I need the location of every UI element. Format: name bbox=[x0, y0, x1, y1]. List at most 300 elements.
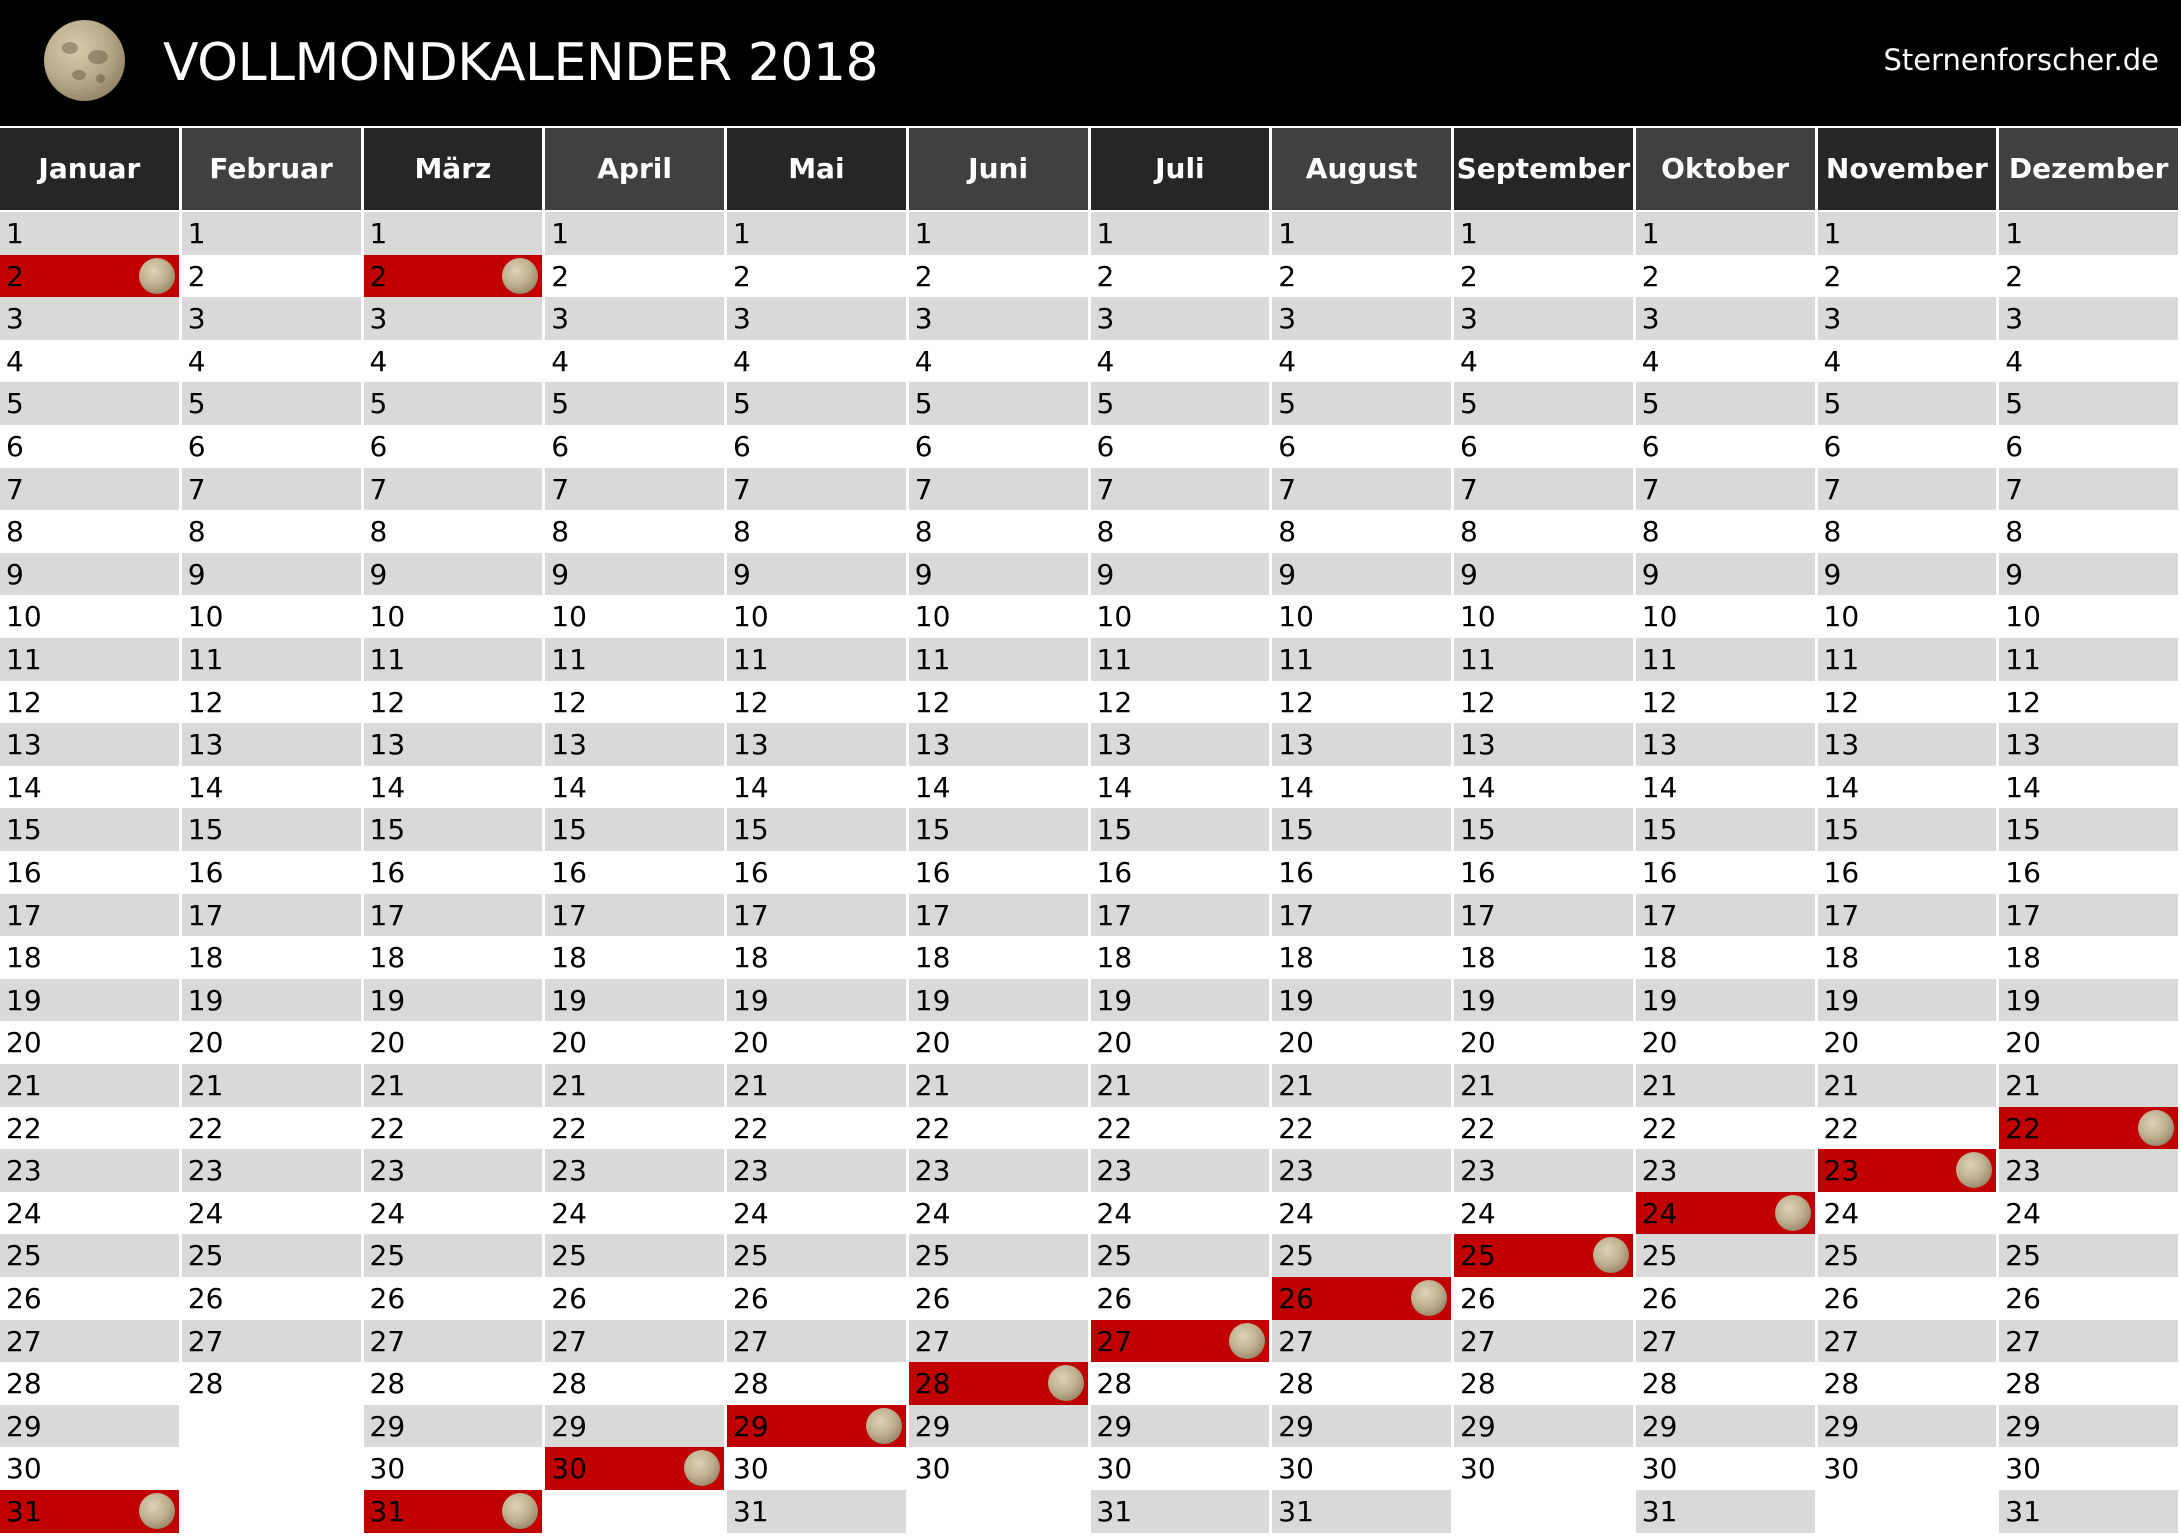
day-cell bbox=[545, 766, 724, 809]
day-number: 8 bbox=[1460, 515, 1478, 549]
day-number: 6 bbox=[1823, 430, 1842, 463]
day-cell bbox=[1454, 595, 1633, 638]
day-number: 5 bbox=[733, 387, 751, 421]
day-number: 27 bbox=[1641, 1324, 1678, 1358]
month-column bbox=[1818, 126, 1997, 1537]
day-cell bbox=[1272, 1149, 1451, 1192]
day-number: 4 bbox=[1823, 344, 1842, 378]
day-cell bbox=[727, 1490, 906, 1533]
site-name: Sternenforscher.de bbox=[1883, 43, 2159, 77]
day-cell bbox=[1636, 1234, 1815, 1277]
day-number: 17 bbox=[1823, 898, 1860, 932]
day-number: 10 bbox=[1096, 600, 1133, 634]
day-number: 5 bbox=[1278, 387, 1297, 421]
day-cell bbox=[545, 553, 724, 596]
day-cell bbox=[727, 766, 906, 809]
day-cell bbox=[364, 1107, 543, 1150]
month-header: November bbox=[1818, 128, 1997, 210]
day-number: 9 bbox=[551, 557, 570, 591]
day-number: 21 bbox=[187, 1069, 224, 1102]
day-cell bbox=[0, 212, 179, 255]
day-number: 14 bbox=[187, 770, 224, 804]
day-number: 23 bbox=[1278, 1154, 1314, 1188]
day-number: 5 bbox=[1460, 387, 1478, 421]
day-cell bbox=[1272, 808, 1451, 851]
day-cell bbox=[909, 851, 1088, 894]
day-cell bbox=[1999, 851, 2178, 894]
day-cell bbox=[545, 1064, 724, 1107]
day-cell bbox=[909, 340, 1088, 383]
day-cell bbox=[364, 1447, 543, 1490]
day-cell bbox=[364, 1149, 543, 1192]
day-number: 17 bbox=[6, 898, 42, 932]
day-number: 30 bbox=[551, 1452, 587, 1486]
day-cell bbox=[727, 595, 906, 638]
day-cell bbox=[727, 1234, 906, 1277]
day-number: 28 bbox=[6, 1367, 42, 1401]
day-number: 3 bbox=[1460, 302, 1478, 336]
month-header: April bbox=[545, 128, 724, 210]
day-number: 6 bbox=[187, 430, 206, 463]
day-number: 27 bbox=[6, 1324, 42, 1358]
day-cell bbox=[1272, 425, 1451, 468]
day-cell bbox=[1091, 340, 1270, 383]
day-cell bbox=[1636, 553, 1815, 596]
day-number: 10 bbox=[914, 600, 951, 634]
day-cell bbox=[1818, 1192, 1997, 1235]
day-cell bbox=[182, 425, 361, 468]
day-number: 28 bbox=[187, 1367, 224, 1401]
day-number: 12 bbox=[1641, 685, 1678, 719]
day-cell bbox=[545, 595, 724, 638]
day-number: 10 bbox=[733, 600, 769, 634]
day-cell bbox=[364, 723, 543, 766]
day-cell bbox=[182, 212, 361, 255]
day-number: 12 bbox=[551, 685, 587, 719]
day-number: 30 bbox=[914, 1452, 951, 1486]
day-number: 2 bbox=[2005, 259, 2024, 293]
day-cell bbox=[1818, 979, 1997, 1022]
day-cell bbox=[0, 340, 179, 383]
day-number: 26 bbox=[6, 1282, 42, 1315]
day-number: 25 bbox=[6, 1239, 42, 1273]
day-number: 15 bbox=[1096, 813, 1133, 847]
day-cell bbox=[909, 1447, 1088, 1490]
day-number: 7 bbox=[1823, 472, 1842, 506]
day-cell bbox=[1091, 297, 1270, 340]
day-cell bbox=[182, 382, 361, 425]
day-cell bbox=[727, 340, 906, 383]
day-cell bbox=[909, 1149, 1088, 1192]
day-cell bbox=[909, 425, 1088, 468]
day-number: 23 bbox=[733, 1154, 769, 1188]
day-number: 7 bbox=[369, 472, 388, 506]
day-cell bbox=[0, 681, 179, 724]
day-number: 17 bbox=[187, 898, 224, 932]
day-cell bbox=[1272, 894, 1451, 937]
day-number: 21 bbox=[733, 1069, 769, 1102]
day-cell bbox=[909, 979, 1088, 1022]
day-cell bbox=[364, 382, 543, 425]
day-number: 23 bbox=[1641, 1154, 1678, 1188]
full-moon-day bbox=[364, 1490, 543, 1533]
month-column bbox=[0, 126, 179, 1537]
day-number: 27 bbox=[1278, 1324, 1314, 1358]
day-number: 10 bbox=[187, 600, 224, 634]
day-number: 11 bbox=[6, 643, 42, 676]
day-cell bbox=[182, 1277, 361, 1320]
day-number: 8 bbox=[2005, 515, 2024, 549]
day-cell bbox=[727, 1064, 906, 1107]
day-number: 24 bbox=[914, 1196, 951, 1230]
day-cell bbox=[1454, 808, 1633, 851]
day-cell bbox=[1091, 1490, 1270, 1533]
day-cell bbox=[909, 723, 1088, 766]
day-cell bbox=[1091, 979, 1270, 1022]
day-cell bbox=[909, 297, 1088, 340]
day-number: 16 bbox=[187, 856, 224, 889]
day-number: 27 bbox=[551, 1324, 587, 1358]
day-cell bbox=[909, 1107, 1088, 1150]
day-cell bbox=[182, 1021, 361, 1064]
day-cell bbox=[1999, 979, 2178, 1022]
day-number: 20 bbox=[733, 1026, 769, 1060]
day-cell bbox=[909, 1021, 1088, 1064]
day-cell bbox=[0, 297, 179, 340]
day-cell bbox=[1454, 255, 1633, 298]
month-header: Juni bbox=[909, 128, 1088, 210]
day-cell bbox=[545, 1362, 724, 1405]
day-number: 21 bbox=[2005, 1069, 2041, 1102]
day-cell bbox=[182, 553, 361, 596]
day-cell bbox=[1999, 1447, 2178, 1490]
day-number: 26 bbox=[2005, 1282, 2041, 1315]
day-cell bbox=[1818, 553, 1997, 596]
day-number: 11 bbox=[733, 643, 769, 676]
day-number: 18 bbox=[2005, 941, 2041, 975]
day-cell bbox=[545, 1405, 724, 1448]
day-cell bbox=[0, 979, 179, 1022]
day-cell bbox=[727, 851, 906, 894]
day-number: 22 bbox=[1096, 1111, 1133, 1145]
day-cell bbox=[1818, 297, 1997, 340]
day-number: 26 bbox=[1460, 1282, 1496, 1315]
day-cell bbox=[1272, 468, 1451, 511]
day-number: 9 bbox=[1460, 557, 1478, 591]
day-number: 18 bbox=[914, 941, 951, 975]
day-cell bbox=[1636, 595, 1815, 638]
day-cell bbox=[1636, 468, 1815, 511]
day-number: 19 bbox=[2005, 983, 2041, 1017]
day-cell bbox=[0, 1149, 179, 1192]
day-number: 24 bbox=[1823, 1196, 1860, 1230]
day-number: 13 bbox=[1278, 728, 1314, 762]
day-cell bbox=[1091, 212, 1270, 255]
day-cell bbox=[1818, 1320, 1997, 1363]
day-cell bbox=[1636, 510, 1815, 553]
title-banner bbox=[0, 0, 2181, 126]
day-cell bbox=[182, 723, 361, 766]
day-number: 18 bbox=[1460, 941, 1496, 975]
day-cell bbox=[0, 894, 179, 937]
day-cell bbox=[1091, 1107, 1270, 1150]
day-number: 24 bbox=[369, 1196, 406, 1230]
day-number: 20 bbox=[551, 1026, 587, 1060]
day-number: 16 bbox=[6, 856, 42, 889]
day-cell bbox=[0, 808, 179, 851]
day-number: 14 bbox=[1278, 770, 1314, 804]
day-cell bbox=[1636, 1362, 1815, 1405]
day-cell bbox=[1272, 1320, 1451, 1363]
day-number: 2 bbox=[1096, 259, 1115, 293]
day-number: 2 bbox=[1823, 259, 1842, 293]
day-cell bbox=[364, 766, 543, 809]
day-cell bbox=[1636, 1107, 1815, 1150]
day-number: 19 bbox=[1096, 983, 1133, 1017]
day-number: 1 bbox=[1460, 217, 1478, 250]
day-cell bbox=[727, 1447, 906, 1490]
day-cell bbox=[1454, 468, 1633, 511]
day-number: 18 bbox=[1278, 941, 1314, 975]
day-number: 31 bbox=[733, 1495, 769, 1528]
day-cell bbox=[1818, 723, 1997, 766]
day-cell bbox=[909, 212, 1088, 255]
day-cell bbox=[1272, 1107, 1451, 1150]
day-cell bbox=[0, 936, 179, 979]
day-cell bbox=[1636, 1447, 1815, 1490]
day-cell bbox=[1454, 1405, 1633, 1448]
day-number: 19 bbox=[369, 983, 406, 1017]
day-cell bbox=[1999, 510, 2178, 553]
day-number: 10 bbox=[1278, 600, 1314, 634]
month-column bbox=[909, 126, 1088, 1537]
day-cell bbox=[1636, 1320, 1815, 1363]
day-number: 16 bbox=[1823, 856, 1860, 889]
day-cell bbox=[1999, 1149, 2178, 1192]
day-number: 31 bbox=[6, 1495, 42, 1528]
day-number: 11 bbox=[369, 643, 406, 676]
day-cell bbox=[1818, 894, 1997, 937]
day-number: 15 bbox=[1278, 813, 1314, 847]
day-number: 2 bbox=[369, 259, 388, 293]
day-cell bbox=[1636, 766, 1815, 809]
day-number: 31 bbox=[2005, 1495, 2041, 1528]
day-number: 15 bbox=[733, 813, 769, 847]
day-number: 4 bbox=[1460, 344, 1478, 378]
day-cell bbox=[1091, 1064, 1270, 1107]
day-cell bbox=[727, 382, 906, 425]
day-cell bbox=[545, 638, 724, 681]
day-number: 26 bbox=[1278, 1282, 1314, 1315]
day-number: 28 bbox=[2005, 1367, 2041, 1401]
day-cell bbox=[1272, 382, 1451, 425]
day-number: 13 bbox=[6, 728, 42, 762]
day-number: 23 bbox=[551, 1154, 587, 1188]
day-cell bbox=[545, 1021, 724, 1064]
day-number: 23 bbox=[2005, 1154, 2041, 1188]
day-cell bbox=[909, 1320, 1088, 1363]
day-number: 11 bbox=[551, 643, 587, 676]
day-cell bbox=[1091, 723, 1270, 766]
day-number: 1 bbox=[1096, 217, 1115, 250]
day-number: 10 bbox=[1823, 600, 1860, 634]
day-cell bbox=[1454, 851, 1633, 894]
day-number: 21 bbox=[551, 1069, 587, 1102]
day-number: 7 bbox=[1278, 472, 1297, 506]
day-cell bbox=[909, 766, 1088, 809]
day-number: 9 bbox=[369, 557, 388, 591]
month-header: September bbox=[1454, 128, 1633, 210]
day-cell bbox=[1818, 382, 1997, 425]
day-number: 5 bbox=[187, 387, 206, 421]
day-cell bbox=[1999, 808, 2178, 851]
day-cell bbox=[182, 1064, 361, 1107]
month-column bbox=[1272, 126, 1451, 1537]
full-moon-icon bbox=[1048, 1365, 1084, 1401]
day-number: 27 bbox=[187, 1324, 224, 1358]
day-cell bbox=[1818, 1021, 1997, 1064]
day-number: 6 bbox=[6, 430, 24, 463]
day-cell bbox=[1999, 1490, 2178, 1533]
day-cell bbox=[1999, 638, 2178, 681]
full-moon-icon bbox=[1956, 1152, 1992, 1188]
day-cell bbox=[727, 468, 906, 511]
day-number: 5 bbox=[6, 387, 24, 421]
month-column bbox=[1454, 126, 1633, 1537]
day-number: 26 bbox=[551, 1282, 587, 1315]
day-cell bbox=[364, 595, 543, 638]
day-number: 2 bbox=[187, 259, 206, 293]
day-number: 30 bbox=[1823, 1452, 1860, 1486]
day-number: 9 bbox=[6, 557, 24, 591]
day-cell bbox=[364, 297, 543, 340]
day-number: 11 bbox=[914, 643, 951, 676]
day-cell bbox=[1454, 212, 1633, 255]
day-cell bbox=[364, 979, 543, 1022]
day-number: 22 bbox=[187, 1111, 224, 1145]
month-header: Oktober bbox=[1636, 128, 1815, 210]
day-number: 31 bbox=[1641, 1495, 1678, 1528]
day-cell bbox=[727, 1149, 906, 1192]
day-number: 9 bbox=[733, 557, 751, 591]
day-cell bbox=[909, 808, 1088, 851]
day-cell bbox=[909, 553, 1088, 596]
day-cell bbox=[909, 382, 1088, 425]
month-column bbox=[727, 126, 906, 1537]
day-number: 27 bbox=[1823, 1324, 1860, 1358]
day-cell bbox=[1636, 212, 1815, 255]
day-number: 8 bbox=[1096, 515, 1115, 549]
day-number: 1 bbox=[2005, 217, 2024, 250]
day-cell bbox=[1818, 1064, 1997, 1107]
day-number: 14 bbox=[1460, 770, 1496, 804]
day-cell bbox=[364, 212, 543, 255]
day-number: 5 bbox=[1641, 387, 1660, 421]
day-cell bbox=[727, 808, 906, 851]
day-number: 4 bbox=[369, 344, 388, 378]
day-cell bbox=[909, 638, 1088, 681]
day-number: 12 bbox=[187, 685, 224, 719]
day-cell bbox=[0, 1021, 179, 1064]
day-cell bbox=[364, 340, 543, 383]
day-cell bbox=[0, 553, 179, 596]
day-cell bbox=[1091, 936, 1270, 979]
day-cell bbox=[1999, 723, 2178, 766]
full-moon-day bbox=[727, 1405, 906, 1448]
day-number: 1 bbox=[6, 217, 24, 250]
day-number: 3 bbox=[1096, 302, 1115, 336]
day-cell bbox=[1091, 595, 1270, 638]
day-number: 12 bbox=[1278, 685, 1314, 719]
day-cell bbox=[364, 894, 543, 937]
day-number: 8 bbox=[369, 515, 388, 549]
day-number: 29 bbox=[1823, 1409, 1860, 1443]
day-cell bbox=[1091, 468, 1270, 511]
day-number: 11 bbox=[2005, 643, 2041, 676]
day-number: 18 bbox=[1823, 941, 1860, 975]
day-number: 24 bbox=[2005, 1196, 2041, 1230]
day-cell bbox=[1999, 1064, 2178, 1107]
day-cell bbox=[1636, 936, 1815, 979]
full-moon-day bbox=[1272, 1277, 1451, 1320]
day-number: 16 bbox=[1278, 856, 1314, 889]
day-cell bbox=[1818, 212, 1997, 255]
day-number: 17 bbox=[1096, 898, 1133, 932]
full-moon-icon bbox=[1775, 1195, 1811, 1231]
day-cell bbox=[1818, 638, 1997, 681]
day-cell bbox=[182, 681, 361, 724]
day-number: 1 bbox=[914, 217, 933, 250]
day-cell bbox=[1999, 1320, 2178, 1363]
day-cell bbox=[1272, 979, 1451, 1022]
day-cell bbox=[1999, 340, 2178, 383]
day-number: 24 bbox=[1641, 1196, 1678, 1230]
day-number: 11 bbox=[187, 643, 224, 676]
day-cell bbox=[1272, 340, 1451, 383]
day-number: 6 bbox=[1460, 430, 1478, 463]
day-cell bbox=[182, 468, 361, 511]
day-cell bbox=[727, 979, 906, 1022]
day-number: 28 bbox=[1460, 1367, 1496, 1401]
day-cell bbox=[1818, 340, 1997, 383]
day-cell bbox=[545, 936, 724, 979]
day-number: 21 bbox=[1823, 1069, 1860, 1102]
day-cell bbox=[1272, 851, 1451, 894]
day-cell bbox=[364, 553, 543, 596]
day-number: 7 bbox=[914, 472, 933, 506]
day-cell bbox=[1454, 1021, 1633, 1064]
day-cell bbox=[1454, 553, 1633, 596]
day-number: 30 bbox=[733, 1452, 769, 1486]
day-cell bbox=[182, 808, 361, 851]
day-number: 27 bbox=[2005, 1324, 2041, 1358]
day-number: 9 bbox=[1641, 557, 1660, 591]
day-cell bbox=[364, 510, 543, 553]
day-cell bbox=[727, 297, 906, 340]
day-number: 1 bbox=[1278, 217, 1297, 250]
day-number: 14 bbox=[914, 770, 951, 804]
day-cell bbox=[1091, 255, 1270, 298]
day-cell bbox=[909, 1277, 1088, 1320]
full-moon-icon bbox=[684, 1450, 720, 1486]
day-number: 24 bbox=[6, 1196, 42, 1230]
day-cell bbox=[182, 255, 361, 298]
full-moon-icon bbox=[866, 1408, 902, 1444]
day-number: 29 bbox=[914, 1409, 951, 1443]
day-number: 8 bbox=[551, 515, 570, 549]
day-number: 28 bbox=[914, 1367, 951, 1401]
day-number: 8 bbox=[914, 515, 933, 549]
